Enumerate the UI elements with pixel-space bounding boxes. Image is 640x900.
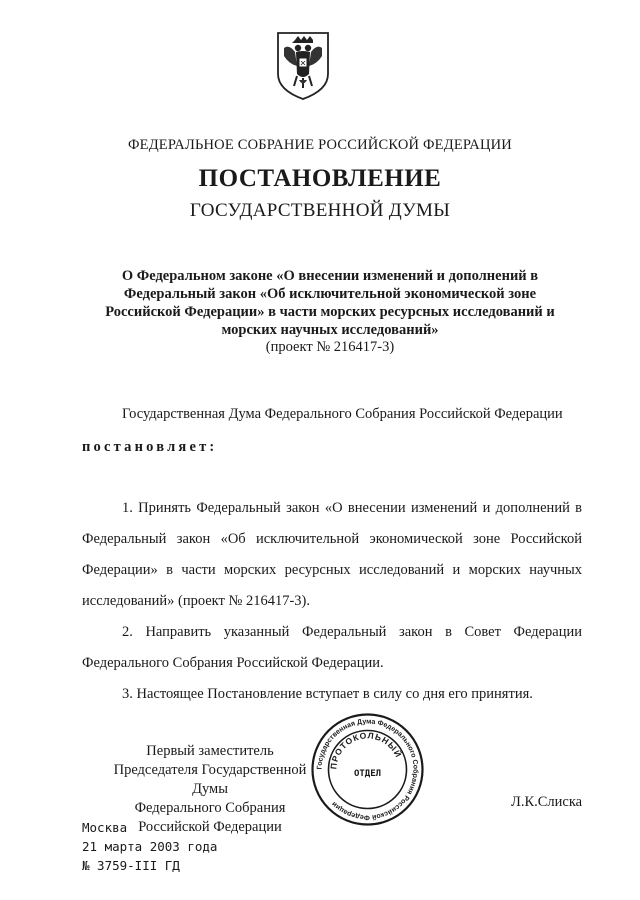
position-line: Первый заместитель [146,743,274,759]
title-line: морских научных исследований» [221,322,439,338]
coat-of-arms-icon [275,30,331,102]
resolution-item: 1. Принять Федеральный закон «О внесении изменений и дополнений в Федеральный закон «Об исключительной экономической зоне Российской Федерации» в части морских ресурсных исследований и морских научных исследований» (проект № 216417-3). [82,500,582,609]
official-stamp-icon [310,712,425,827]
resolves-text: постановляет: [82,439,218,455]
svg-text:ПРОТОКОЛЬНЫЙ [328,730,404,769]
resolution-item: 2. Направить указанный Федеральный закон в Совет Федерации Федерального Собрания Российской Федерации. [82,624,582,671]
signatory-name: Л.К.Слиска [511,794,583,810]
title-line: О Федеральном законе «О внесении изменений и дополнений в [121,268,539,284]
project-number: (проект № 216417-3) [265,339,395,355]
title-line: Российской Федерации» в части морских ресурсных исследований и [105,304,555,320]
document-footer [82,818,217,875]
stamp-center-text: ОТДЕЛ [353,769,382,779]
position-line: Председателя Государственной Думы [113,762,307,797]
organization-name: ФЕДЕРАЛЬНОЕ СОБРАНИЕ РОССИЙСКОЙ ФЕДЕРАЦИИ [128,137,512,153]
position-line: Российской Федерации [138,819,282,835]
document-title [80,267,580,339]
stamp-inner-text: ПРОТОКОЛЬНЫЙ [328,730,404,770]
document-subtype: ГОСУДАРСТВЕННОЙ ДУМЫ [189,200,451,221]
position-line: Федерального Собрания [134,800,286,816]
intro-text: Государственная Дума Федерального Собрания Российской Федерации [122,406,563,422]
stamp-ring-text: Государственная Дума Федерального Собрания Российской Федерации [316,718,419,821]
title-line: Федеральный закон «Об исключительной экономической зоне [123,286,537,302]
resolution-item: 3. Настоящее Постановление вступает в силу со дня его принятия. [122,686,533,702]
document-type: ПОСТАНОВЛЕНИЕ [198,165,442,192]
footer-date: 21 марта 2003 года [82,839,218,854]
footer-number: № 3759-III ГД [82,858,180,873]
footer-city: Москва [82,820,128,835]
